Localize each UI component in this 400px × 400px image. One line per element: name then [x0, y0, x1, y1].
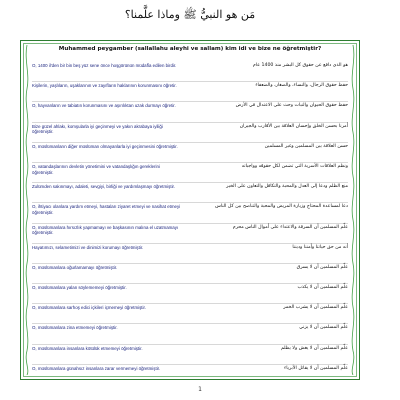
list-item: [32, 123, 348, 143]
page-number: 1: [198, 386, 202, 393]
arabic-text: ونظم العلاقات الأسرية التي تضمن لكل حقوقه وواجباته: [241, 163, 348, 169]
arabic-text: حفظ حقوق الحيوان والنبات وحث على الاعتدال في الأرض: [235, 103, 348, 109]
vine-ornament-left: [24, 45, 30, 375]
list-item: [32, 365, 348, 385]
turkish-text: O, vatandaşlarının devletin yönetimini ve vatandaşlığın gereklerini öğretmiştir.: [32, 163, 160, 175]
turkish-text: O, müslümanlara günahsız insanlara zarar vermemeyi öğretmiştir.: [32, 365, 161, 371]
arabic-text: منع الظلم ودعا إلى العدل والمحبة والتكافل والتعاون على الخير: [226, 184, 348, 190]
turkish-text: Zulümden sakınmayı, adaleti, sevgiyi, birliği ve yardımlaşmayı öğretmiştir.: [32, 184, 175, 190]
arabic-text: علّم المسلمين أن لا يسرق: [296, 264, 348, 270]
list-item: [32, 244, 348, 264]
list-item: [32, 163, 348, 183]
arabic-text: علّم المسلمين أن لا يكذب: [297, 285, 348, 291]
turkish-text: O, müslümanlara zina etmemeyi öğretmiştir.: [32, 325, 118, 331]
page-title: مَن هو النبيُّ ﷺ وماذا علَّمنا؟: [124, 8, 256, 21]
arabic-text: أمرنا بحسن الخلق وإحسان العلاقة بين الأقارب والجيران: [239, 123, 348, 129]
turkish-text: Kişilerin, yaşlıların, uşaklarının ve zayıfların haklarının korunmasını öğretir.: [32, 83, 177, 89]
turkish-text: O, müslümanlara oğurlamamayı öğretmiştir.: [32, 264, 118, 270]
turkish-text: O, müslümanlara sarhoş edici içkileri içmemeyi öğretmiştir.: [32, 305, 146, 311]
list-item: [32, 345, 348, 365]
turkish-text: O, müslümanlara insanlara kötülük etmemeyi öğretmiştir.: [32, 345, 143, 351]
section-question: Muhammed peygamber (sallallahu aleyhi ve sallam) kim idi ve bize ne öğretmiştir?: [58, 46, 322, 52]
list-item: [32, 183, 348, 203]
list-item: [32, 143, 348, 163]
arabic-text: حفظ حقوق الرجال، والنساء، والصغار، والضعفاء: [255, 83, 348, 89]
turkish-text: O, 1400 il'den bir bin beş yüz sene önce hoşgörünün müdafîa edilen birdir.: [32, 63, 177, 68]
arabic-text: علّم المسلمين أن السرقة والاعتداء على أموال الناس محرم: [232, 224, 348, 230]
turkish-text: O, müslümanlara yalan söylememeyi öğretmiştir.: [32, 285, 127, 291]
list-item: [32, 62, 348, 82]
arabic-text: علّم المسلمين أن لا يقاتل الأبرياء: [284, 365, 348, 371]
arabic-text: علّم المسلمين أن لا يشرب الخمر: [283, 305, 348, 311]
list-item: [32, 102, 348, 122]
arabic-text: علّم المسلمين أن لا يغش ولا يظلم: [281, 345, 348, 351]
turkish-text: O, hayvanların ve tabiatın korunmasını ve aşırılıktan uzak durmayı öğretir.: [32, 103, 176, 109]
bilingual-list: [32, 62, 348, 385]
list-item: [32, 82, 348, 102]
list-item: [32, 203, 348, 223]
list-item: [32, 324, 348, 344]
arabic-text: أنه من حق حياتنا وأمننا وديننا: [292, 244, 348, 250]
list-item: [32, 224, 348, 244]
turkish-text: Hayatımızı, selametimizi ve dinimizi korumayı öğretmiştir.: [32, 244, 144, 250]
arabic-text: دعا لمساعدة المحتاج وزيارة المريض والمحبة والتناصح بين كل الناس: [215, 204, 348, 210]
arabic-text: حسن العلاقة بين المسلمين وغير المسلمين: [264, 143, 348, 149]
list-item: [32, 284, 348, 304]
arabic-text: هو الذي دافع عن حقوق كل البشر منذ 1400 عام: [252, 63, 348, 68]
turkish-text: O, müslümanlara hırsızlık yapmamayı ve başkasının malına el uzatmamayı öğretmiştir.: [32, 224, 179, 236]
turkish-text: O, müslümanların diğer müslüman olmayanlarla iyi geçinmesini öğretmiştir.: [32, 143, 178, 149]
arabic-text: علّم المسلمين أن لا يزني: [299, 325, 348, 331]
vine-ornament-right: [350, 45, 356, 375]
list-item: [32, 304, 348, 324]
turkish-text: O, ihtiyacı olanlara yardım etmeyi, hastaları ziyaret etmeyi ve nasihat etmeyi öğretmiştir.: [32, 204, 181, 215]
turkish-text: Bize güzel ahlakı, komşularla iyi geçinmeyi ve yakın akrabaya iyiliği öğretmiştir.: [32, 123, 163, 135]
list-item: [32, 264, 348, 284]
